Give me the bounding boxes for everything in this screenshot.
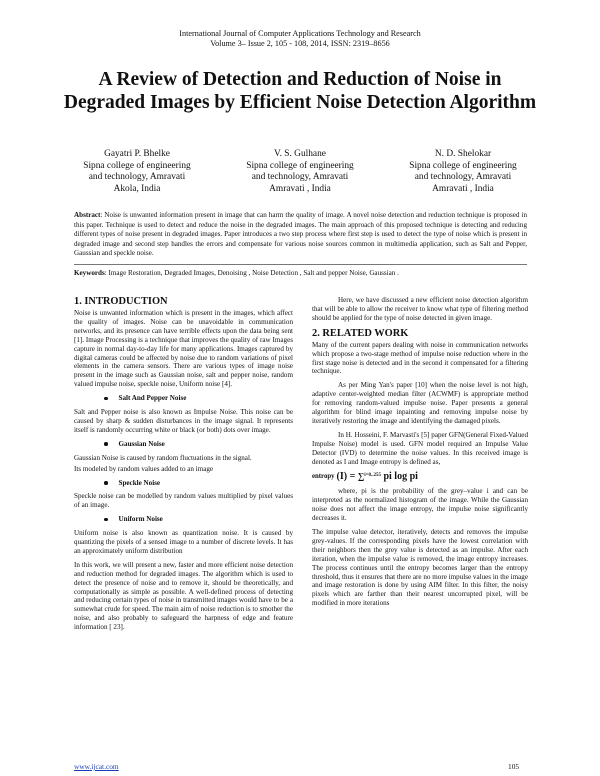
author-1 <box>62 149 212 195</box>
volume-info: Volume 3– Issue 2, 105 - 108, 2014, ISSN: 2319–8656 <box>210 39 390 48</box>
equation-formula: (I) = ∑$^{i=0..255}$ pi log pi <box>336 470 418 482</box>
paragraph: Salt and Pepper noise is also known as Impulse Noise. This noise can be caused by sharp & sudden disturbances in the image signal. It represents itself is randomly occurring white or black (or both) dots over image. <box>74 408 293 434</box>
bullet-salt-pepper: Salt And Pepper Noise <box>104 394 293 403</box>
author-location: Amravati , India <box>432 183 494 194</box>
paragraph: In this work, we will present a new, faster and more efficient noise detection and reduction method for degraded images. The algorithm which is used to detect the presence of noise and to remove it, should be theoretically, and computationally as simple as possible. A well-defined process of detecting and reducing certain types of noise in transmitted images would have to be a somewhat crude for speed. The main aim of noise reduction is to smother the noise, and also probably to safeguard the harpness of edge and feature information [ 23]. <box>74 560 293 632</box>
author-name: N. D. Shelokar <box>434 149 492 159</box>
entropy-equation <box>312 472 528 482</box>
bullet-icon <box>104 397 108 401</box>
left-column <box>74 296 293 637</box>
paragraph: where, pi is the probability of the grey–value i and can be interpreted as the normalized histogram of the image. While the Gaussian noise does not affect the image entropy, the impulse noise significantly decreases it. <box>312 487 528 523</box>
author-name: Gayatri P. Bhelke <box>104 149 170 159</box>
keywords <box>74 269 527 278</box>
author-location: Akola, India <box>113 183 161 194</box>
paragraph: The impulse value detector, iteratively, detects and removes the impulse grey-values. If the corresponding pixels have the lowest correlation with their neighbors then the grey value is detected as an impulse. After each iteration, when the impulse value is removed, the image entropy increases. The process continues until the entropy becomes larger than the entropy threshold, thus it ensures that there are no more impulse values in the image and image restoration is done by using AIM filter. In this filter, the noisy pixels which are farther than their nearest uncorrupted pixel, will be modified in more iterations <box>312 528 528 608</box>
section-heading-related-work: 2. RELATED WORK <box>312 327 409 339</box>
bullet-gaussian: Gaussian Noise <box>104 440 293 449</box>
section-heading-introduction: 1. INTRODUCTION <box>74 296 168 307</box>
abstract-text: : Noise is unwanted information present in image that can harm the quality of image. A novel noise detection and reduction technique is proposed in this paper. Technique is used to detect and reduce the noise in the degraded images. The main approach of this proposed technique is detecting and reducing different types of noise present in degraded images. Paper introduces a two step process where first step is used to detect the type of noise which is present in degraded image and second step handles the errors and compensate for various noise sources common in multimedia application, such as Salt and Pepper, Gaussian and speckle noise. <box>74 211 527 257</box>
sum-symbol: ∑ <box>357 470 365 481</box>
bullet-uniform: Uniform Noise <box>104 515 293 524</box>
author-2 <box>225 149 375 195</box>
journal-name: International Journal of Computer Applications Technology and Research <box>179 29 421 38</box>
author-block <box>62 149 538 195</box>
abstract-divider <box>74 264 527 265</box>
author-affiliation: Sipna college of engineering <box>409 160 517 171</box>
paragraph: Gaussian Noise is caused by random fluctuations in the signal. <box>74 453 252 462</box>
paragraph: Uniform noise is also known as quantization noise. It is caused by quantizing the pixels of a sensed image to a number of discrete levels. It has an approximately uniform distribution <box>74 529 293 555</box>
paragraph: In H. Hosseini, F. Marvasti's [5] paper GFN(General Fixed-Valued Impulse Noise) model is used. GFN model required an Impulse Value Detector (IVD) to determine the noise values. In this received image is denoted as I and Image entropy is defined as, <box>312 430 528 466</box>
paragraph: Noise is unwanted information which is present in the images, which affect the quality of images. Noise can be unavoidable in communication networks, and its presence can have terrible effects upon the data being sent [1]. Image Processing is a technique that improves the quality of raw Images capture in normal day-to-day life for many applications. Images captured by digital cameras could be affected by noise due to random variations of pixel elements in the camera sensors. There are various types of image noise present in the image such as Gaussian noise, salt and pepper noise, random valued impulse noise, speckle noise, Uniform noise [4]. <box>74 309 293 389</box>
right-column <box>312 296 528 613</box>
paragraph: As per Ming Yan's paper [10] when the noise level is not high, adaptive center-weighted median filter (ACWMF) is appropriate method for removing random-valued impulse noise. Paper presents a general algorithm for blind image inpainting and removing impulse noise by iteratively restoring the image and identifying the damaged pixels. <box>312 381 528 425</box>
bullet-icon <box>104 442 108 446</box>
paragraph: Its modeled by random values added to an image <box>74 464 214 473</box>
author-name: V. S. Gulhane <box>274 149 326 159</box>
author-location: Amravati , India <box>269 183 331 194</box>
author-affiliation: and technology, Amravati <box>88 172 186 183</box>
page-number: 105 <box>508 762 520 771</box>
author-affiliation: Sipna college of engineering <box>246 160 354 171</box>
abstract <box>74 211 527 259</box>
paragraph: Here, we have discussed a new efficient noise detection algorithm that will be able to allow the receiver to know what type of filtering method should be applied for the type of noise detected in given image. <box>312 296 528 322</box>
abstract-label: Abstract <box>74 211 101 219</box>
sum-limits: i=0..255 <box>364 472 381 478</box>
author-affiliation: and technology, Amravati <box>414 172 512 183</box>
keywords-label: Keywords <box>74 269 105 277</box>
bullet-icon <box>104 481 108 485</box>
author-affiliation: Sipna college of engineering <box>83 160 191 171</box>
paragraph: Many of the current papers dealing with noise in communication networks which propose a two-stage method of impulse noise reduction where in the first stage noise is detected and in the second it compensated for a filtering technique. <box>312 340 528 376</box>
paper-title: A Review of Detection and Reduction of Noise in Degraded Images by Efficient Noise Detection Algorithm <box>63 69 537 113</box>
author-3 <box>388 149 538 195</box>
equation-label: entropy <box>312 472 335 480</box>
author-affiliation: and technology, Amravati <box>251 172 349 183</box>
bullet-icon <box>104 518 108 522</box>
keywords-text: : Image Restoration, Degraded Images, Denoising , Noise Detection , Salt and pepper Noise, Gaussian . <box>104 269 399 277</box>
paragraph: Speckle noise can be modelled by random values multiplied by pixel values of an image. <box>74 492 293 510</box>
bullet-speckle: Speckle Noise <box>104 479 293 488</box>
footer-link[interactable]: www.ijcat.com <box>74 762 119 771</box>
running-header <box>0 29 600 49</box>
